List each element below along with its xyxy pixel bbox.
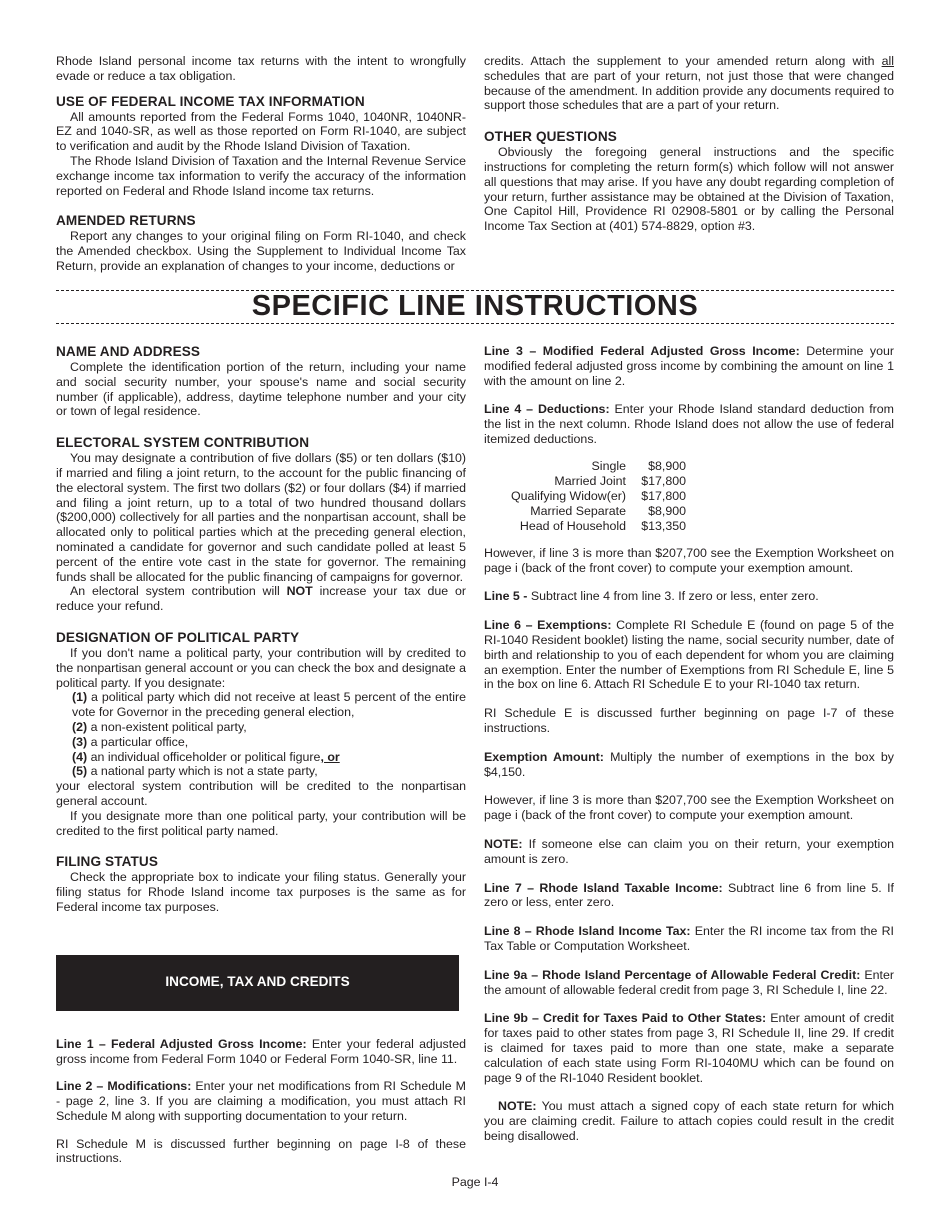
other-questions-heading: OTHER QUESTIONS [484, 129, 617, 145]
right-column [484, 344, 894, 1144]
federal-info-paragraph: All amounts reported from the Federal Forms 1040, 1040NR, 1040NR-EZ and 1040-SR, as well as those reported on Form RI-1040, are subject to verification and audit by the Rhode Island Division of Taxation. [56, 109, 466, 154]
table-row: Married Joint $17,800 [554, 473, 686, 488]
political-party-paragraph: If you don't name a political party, your contribution will by credited to the nonpartisan general account or you can check the box and designate a political party. If you designate: [56, 645, 466, 690]
line-4-instruction: Line 4 – Deductions: Enter your Rhode Island standard deduction from the list in the next column. Rhode Island does not allow the use of federal itemized deductions. [484, 402, 894, 446]
top-left-column [56, 54, 466, 274]
standard-deduction-table [506, 459, 686, 534]
line-2-instruction: Line 2 – Modifications: Enter your net modifications from RI Schedule M - page 2, line 3. If you are claiming a modification, you must attach RI Schedule M along with supporting documentation to your return. [56, 1079, 466, 1123]
line-9b-instruction: Line 9b – Credit for Taxes Paid to Other States: Enter amount of credit for taxes paid to other states from page 3, RI Schedule II, line 29. If credit is claimed for taxes paid to more than one state, make a separate calculation of each state using Form RI-1040MU which can be found on page 9 of the RI-1040 Resident booklet. [484, 1011, 894, 1085]
line-5-instruction: Line 5 - Subtract line 4 from line 3. If zero or less, enter zero. [484, 589, 819, 604]
schedule-e-note: RI Schedule E is discussed further beginning on page I-7 of these instructions. [484, 706, 894, 735]
other-questions-paragraph: Obviously the foregoing general instructions and the specific instructions for completing the return form(s) which follow will not answer all questions that may arise. If you have any doubt regarding completion of your return, further assistance may be obtained at the Division of Taxation, One Capitol Hill, Providence RI 02908-5801 or by calling the Personal Income Tax Section at (401) 574-8829, option #3. [484, 145, 894, 234]
filing-status-paragraph: Check the appropriate box to indicate your filing status. Generally your filing status for Rhode Island income tax purposes is the same as for Federal income tax purposes. [56, 870, 466, 914]
schedule-m-note: RI Schedule M is discussed further beginning on page I-8 of these instructions. [56, 1136, 466, 1166]
line-1-instruction: Line 1 – Federal Adjusted Gross Income: Enter your federal adjusted gross income from Federal Form 1040 or Federal Form 1040-SR, line 11. [56, 1036, 466, 1066]
underlined-all: all [881, 54, 894, 68]
page-number: Page I-4 [451, 1175, 499, 1189]
federal-info-paragraph: The Rhode Island Division of Taxation and the Internal Revenue Service exchange income tax information to verify the accuracy of the information reported on Federal and Rhode Island income tax returns. [56, 153, 466, 198]
dashed-divider-bottom [56, 323, 894, 324]
political-party-paragraph: If you designate more than one political party, your contribution will be credited to the first political party named. [56, 808, 466, 838]
list-item: (3) a particular office, [72, 734, 189, 749]
table-row: Married Separate $8,900 [530, 503, 686, 518]
list-item: (1) a political party which did not receive at least 5 percent of the entire vote for Governor in the preceding general election, [72, 690, 466, 720]
amended-returns-paragraph: Report any changes to your original filing on Form RI-1040, and check the Amended checkbox. Using the Supplement to Individual Income Tax Return, provide an explanation of changes to your income, deductions or [56, 229, 466, 273]
line-8-instruction: Line 8 – Rhode Island Income Tax: Enter the RI income tax from the RI Tax Table or Computation Worksheet. [484, 924, 894, 953]
attach-copy-note: NOTE: You must attach a signed copy of each state return for which you are claiming credit. Failure to attach copies could result in the credit being disallowed. [484, 1099, 894, 1143]
exemption-worksheet-note: However, if line 3 is more than $207,700 see the Exemption Worksheet on page i (back of the front cover) to compute your exemption amount. [484, 793, 894, 823]
line-7-instruction: Line 7 – Rhode Island Taxable Income: Subtract line 6 from line 5. If zero or less, enter zero. [484, 880, 894, 910]
electoral-paragraph: An electoral system contribution will NOT increase your tax due or reduce your refund. [56, 584, 466, 614]
intro-text: Rhode Island personal income tax returns with the intent to wrongfully evade or reduce a tax obligation. [56, 54, 466, 83]
exemption-amount-instruction: Exemption Amount: Multiply the number of exemptions in the box by $4,150. [484, 749, 894, 779]
income-tax-credits-banner: INCOME, TAX AND CREDITS [56, 955, 459, 1011]
exemption-worksheet-note: However, if line 3 is more than $207,700 see the Exemption Worksheet on page i (back of the front cover) to compute your exemption amount. [484, 545, 894, 575]
top-right-column [484, 54, 894, 234]
left-column [56, 344, 466, 1166]
list-item: (4) an individual officeholder or political figure, or [72, 749, 340, 764]
amended-returns-heading: AMENDED RETURNS [56, 213, 196, 229]
table-row: Head of Household $13,350 [519, 518, 686, 533]
amended-continued-paragraph: credits. Attach the supplement to your amended return along with all schedules that are part of your return, not just those that were changed because of the amendment. In addition provide any documents required to support those schedules that are a part of your return. [484, 54, 894, 113]
federal-info-heading: USE OF FEDERAL INCOME TAX INFORMATION [56, 93, 365, 109]
electoral-heading: ELECTORAL SYSTEM CONTRIBUTION [56, 435, 310, 451]
name-address-heading: NAME AND ADDRESS [56, 344, 201, 359]
line-6-instruction: Line 6 – Exemptions: Complete RI Schedule E (found on page 5 of the RI-1040 Resident booklet) listing the name, social security number, date of birth and relationship to you of each dependent for whom you are claiming an exemption. Enter the number of Exemptions from RI Schedule E, line 5 in the box on line 6. Attach RI Schedule E to your RI-1040 tax return. [484, 618, 894, 692]
list-item: (5) a national party which is not a state party, [72, 764, 318, 779]
table-row: Single $8,900 [591, 458, 686, 473]
table-row: Qualifying Widow(er) $17,800 [511, 488, 686, 503]
list-item: (2) a non-existent political party, [72, 719, 247, 734]
filing-status-heading: FILING STATUS [56, 854, 158, 870]
name-address-paragraph: Complete the identification portion of the return, including your name and social security number, your spouse's name and social security number (if applicable), address, daytime telephone number and your city or town of legal residence. [56, 360, 466, 419]
political-party-heading: DESIGNATION OF POLITICAL PARTY [56, 629, 300, 645]
line-9a-instruction: Line 9a – Rhode Island Percentage of Allowable Federal Credit: Enter the amount of allowable federal credit from page 3, RI Schedule I, line 22. [484, 967, 894, 997]
political-party-paragraph: your electoral system contribution will be credited to the nonpartisan general account. [56, 779, 466, 808]
claim-note: NOTE: If someone else can claim you on their return, your exemption amount is zero. [484, 836, 894, 866]
electoral-paragraph: You may designate a contribution of five dollars ($5) or ten dollars ($10) if married and filing a joint return, to the account for the public financing of the electoral system. The first two dollars ($2) or four dollars ($4) if married and filing a joint return, up to a total of two hundred thousand dollars ($200,000) collectively for all parties and the nonpartisan account, shall be allocated only to political parties which at the preceding general election, nominated a candidate for governor and such candidate polled at least 5 percent of the entire vote cast in the state for governor. The remaining funds shall be allocated for the public financing of campaigns for governor. [56, 451, 466, 584]
line-3-instruction: Line 3 – Modified Federal Adjusted Gross Income: Determine your modified federal adjusted gross income by combining the amount on line 1 with the amount on line 2. [484, 344, 894, 388]
page-title: SPECIFIC LINE INSTRUCTIONS [251, 290, 699, 322]
